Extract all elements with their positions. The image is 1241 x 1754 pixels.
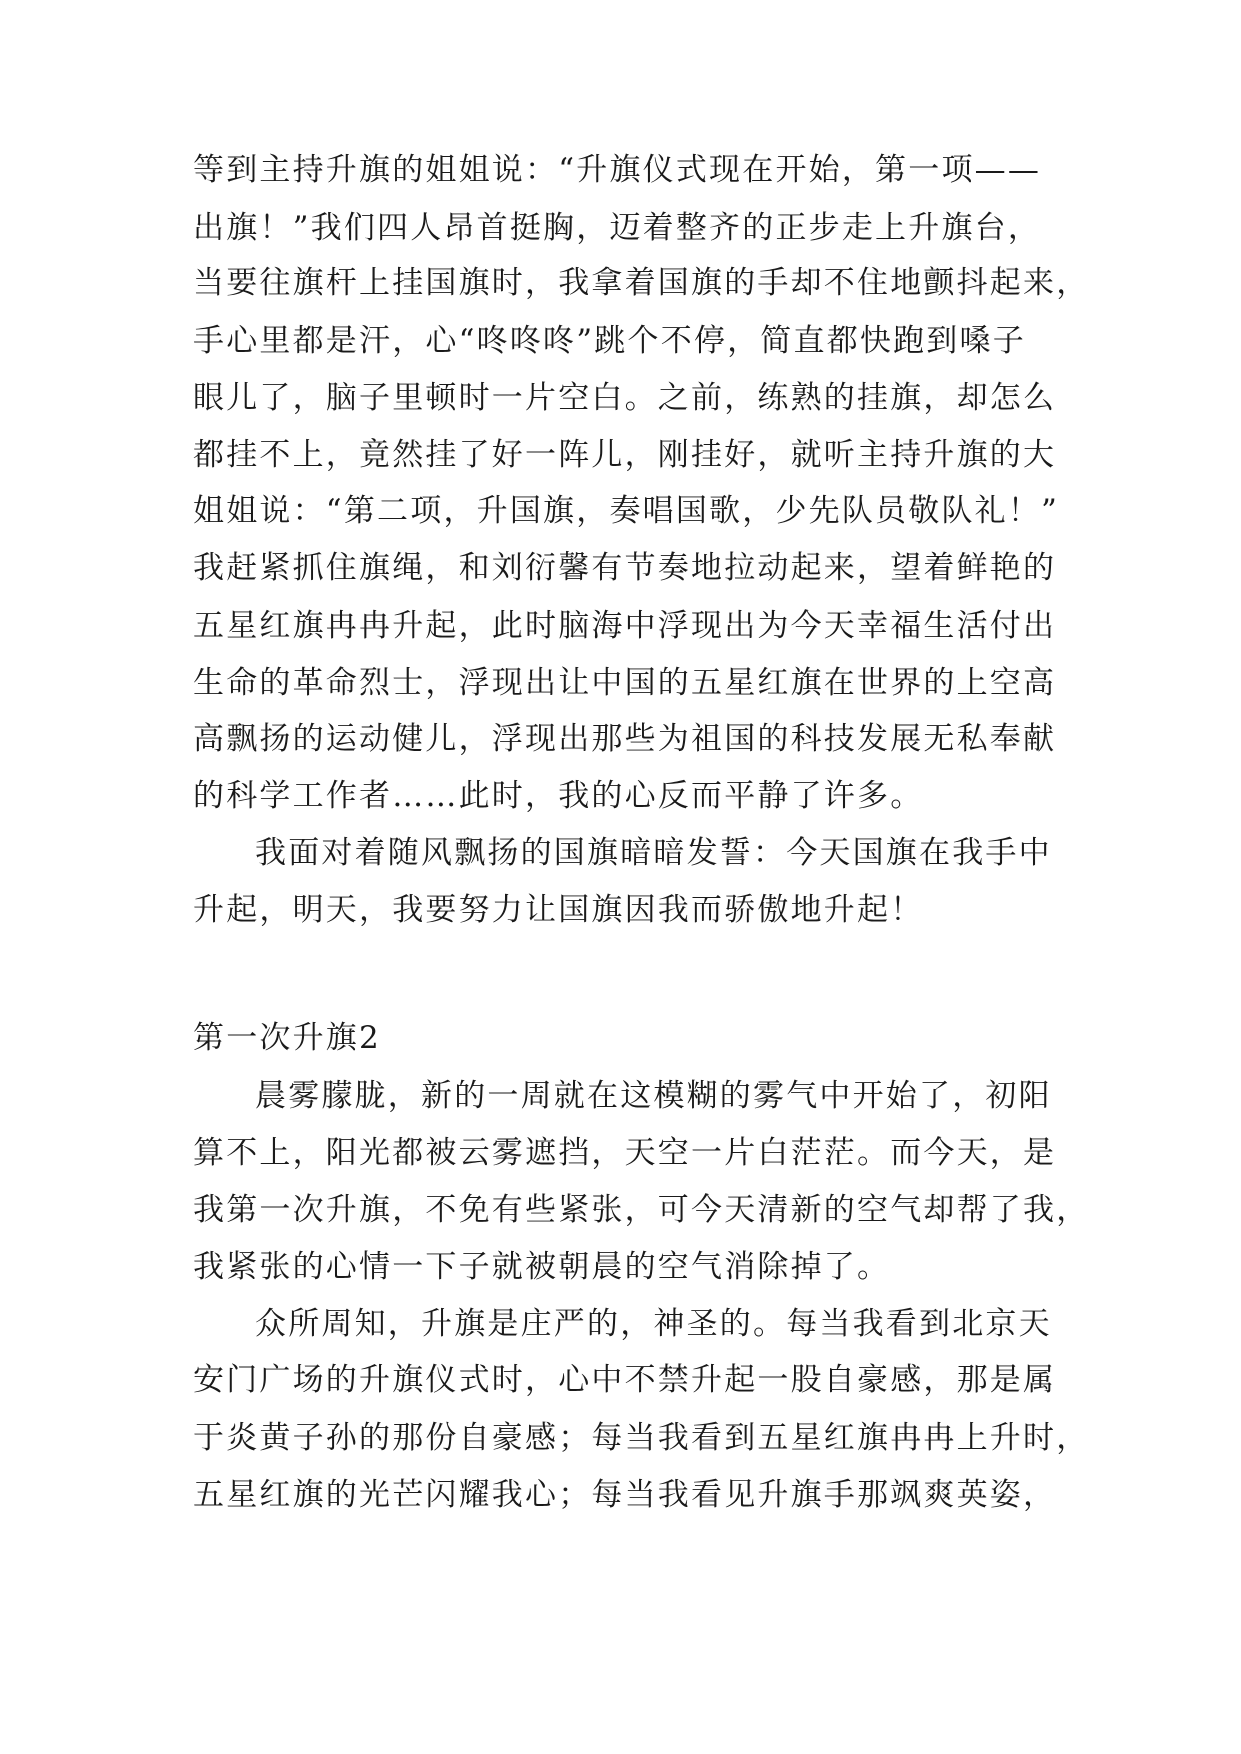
text-line-3: 当要往旗杆上挂国旗时，我拿着国旗的手却不住地颤抖起来，: [193, 265, 1090, 301]
text-line-21: 于炎黄子孙的那份自豪感；每当我看到五星红旗冉冉上升时，: [193, 1420, 1090, 1456]
text-line-18: 我紧张的心情一下子就被朝晨的空气消除掉了。: [193, 1249, 891, 1285]
text-line-8: 我赶紧抓住旗绳，和刘衍馨有节奏地拉动起来，望着鲜艳的: [193, 550, 1057, 586]
text-line-10: 生命的革命烈士，浮现出让中国的五星红旗在世界的上空高: [193, 665, 1057, 701]
text-line-22: 五星红旗的光芒闪耀我心；每当我看见升旗手那飒爽英姿，: [193, 1477, 1057, 1513]
text-line-12: 的科学工作者……此时，我的心反而平静了许多。: [193, 778, 924, 814]
text-line-20: 安门广场的升旗仪式时，心中不禁升起一股自豪感，那是属: [193, 1362, 1057, 1398]
text-line-4: 手心里都是汗，心“咚咚咚”跳个不停，简直都快跑到嗓子: [193, 323, 1026, 359]
text-line-16: 算不上，阳光都被云雾遮挡，天空一片白茫茫。而今天，是: [193, 1135, 1057, 1171]
section-heading: 第一次升旗2: [193, 1020, 381, 1056]
text-line-9: 五星红旗冉冉升起，此时脑海中浮现出为今天幸福生活付出: [193, 608, 1057, 644]
text-line-7: 姐姐说：“第二项，升国旗，奏唱国歌，少先队员敬队礼！”: [193, 493, 1060, 529]
text-line-5: 眼儿了，脑子里顿时一片空白。之前，练熟的挂旗，却怎么: [193, 380, 1057, 416]
text-line-1: 等到主持升旗的姐姐说：“升旗仪式现在开始，第一项——: [193, 152, 1042, 188]
text-line-14: 升起，明天，我要努力让国旗因我而骄傲地升起！: [193, 892, 924, 928]
text-line-11: 高飘扬的运动健儿，浮现出那些为祖国的科技发展无私奉献: [193, 721, 1057, 757]
text-line-17: 我第一次升旗，不免有些紧张，可今天清新的空气却帮了我，: [193, 1192, 1090, 1228]
text-line-19: 众所周知，升旗是庄严的，神圣的。每当我看到北京天: [255, 1306, 1052, 1342]
text-line-6: 都挂不上，竟然挂了好一阵儿，刚挂好，就听主持升旗的大: [193, 437, 1057, 473]
text-line-13: 我面对着随风飘扬的国旗暗暗发誓：今天国旗在我手中: [255, 835, 1052, 871]
text-line-2: 出旗！”我们四人昂首挺胸，迈着整齐的正步走上升旗台，: [193, 210, 1042, 246]
text-line-15: 晨雾朦胧，新的一周就在这模糊的雾气中开始了，初阳: [255, 1078, 1052, 1114]
